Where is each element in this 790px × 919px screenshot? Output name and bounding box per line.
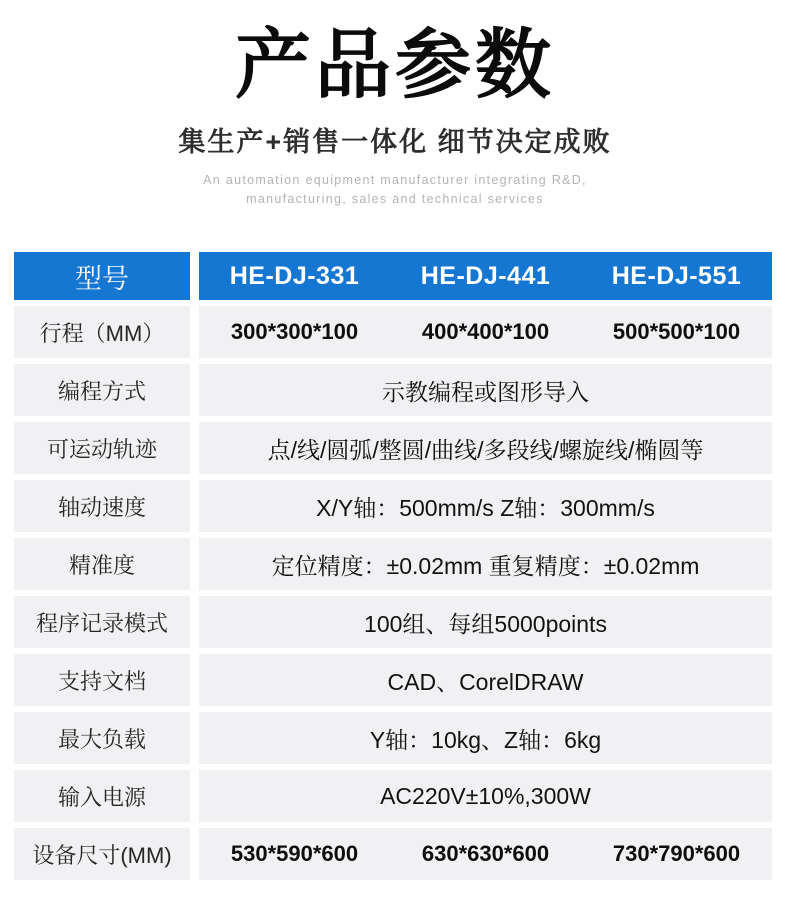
english-caption-line1: An automation equipment manufacturer integrating R&D,	[203, 172, 587, 187]
spec-table	[14, 252, 772, 880]
table-header-row	[14, 252, 772, 300]
spec-label: 精准度	[14, 538, 190, 590]
table-row	[14, 306, 772, 358]
spec-value: 300*300*100	[230, 319, 359, 345]
spec-label: 可运动轨迹	[14, 422, 190, 474]
model-name: HE-DJ-441	[420, 261, 551, 290]
spec-value: 530*590*600	[230, 841, 359, 867]
spec-value: 定位精度：±0.02mm 重复精度：±0.02mm	[199, 538, 772, 590]
table-row	[14, 480, 772, 532]
model-corner-label: 型号	[14, 252, 190, 300]
spec-values-per-model	[199, 306, 772, 358]
spec-values-per-model	[199, 828, 772, 880]
english-caption	[0, 171, 790, 209]
table-row	[14, 538, 772, 590]
table-row	[14, 654, 772, 706]
spec-value: 示教编程或图形导入	[199, 364, 772, 416]
spec-label: 支持文档	[14, 654, 190, 706]
hero-section	[0, 0, 790, 208]
spec-value: Y轴：10kg、Z轴：6kg	[199, 712, 772, 764]
spec-label: 设备尺寸(MM)	[14, 828, 190, 880]
model-names	[199, 252, 772, 300]
spec-label: 程序记录模式	[14, 596, 190, 648]
page-subtitle: 集生产+销售一体化 细节决定成败	[178, 126, 612, 157]
spec-label: 行程（MM）	[14, 306, 190, 358]
page-title: 产品参数	[235, 23, 555, 108]
table-row	[14, 364, 772, 416]
spec-value: 730*790*600	[612, 841, 741, 867]
table-row	[14, 712, 772, 764]
spec-label: 轴动速度	[14, 480, 190, 532]
spec-label: 输入电源	[14, 770, 190, 822]
spec-label: 编程方式	[14, 364, 190, 416]
spec-value: AC220V±10%,300W	[199, 770, 772, 822]
spec-value: CAD、CorelDRAW	[199, 654, 772, 706]
spec-value: X/Y轴：500mm/s Z轴：300mm/s	[199, 480, 772, 532]
table-row	[14, 770, 772, 822]
model-name: HE-DJ-551	[611, 261, 742, 290]
spec-label: 最大负载	[14, 712, 190, 764]
spec-value: 630*630*600	[421, 841, 550, 867]
table-row	[14, 596, 772, 648]
table-row	[14, 828, 772, 880]
table-row	[14, 422, 772, 474]
spec-value: 100组、每组5000points	[199, 596, 772, 648]
spec-value: 500*500*100	[612, 319, 741, 345]
spec-value: 400*400*100	[421, 319, 550, 345]
spec-value: 点/线/圆弧/整圆/曲线/多段线/螺旋线/椭圆等	[199, 422, 772, 474]
english-caption-line2: manufacturing, sales and technical services	[246, 191, 544, 206]
model-name: HE-DJ-331	[229, 261, 360, 290]
